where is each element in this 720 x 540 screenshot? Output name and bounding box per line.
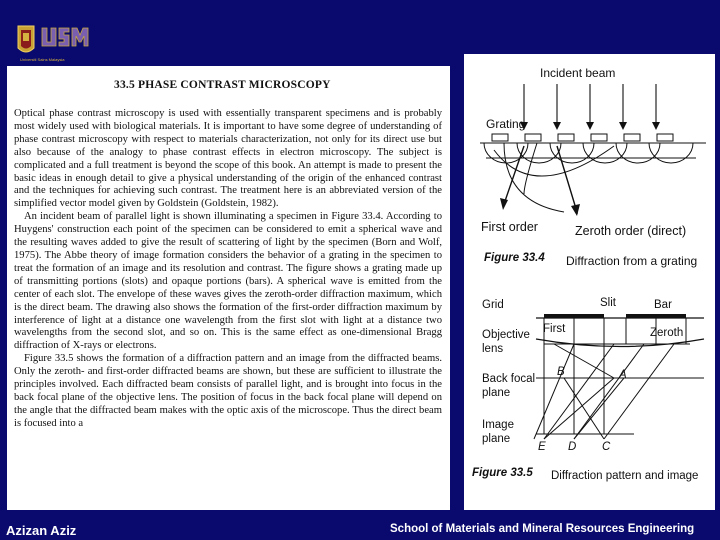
point-b-label: B: [557, 366, 565, 378]
university-crest-icon: [18, 26, 34, 52]
diffracted-beams: [504, 146, 577, 214]
grid-bar: [626, 314, 686, 318]
first-order-label: First order: [481, 220, 538, 234]
bar-label: Bar: [654, 299, 672, 311]
figure-panel: [464, 54, 715, 510]
book-page: [7, 66, 450, 510]
zeroth-order-arrowhead: [571, 204, 580, 216]
paragraph: An incident beam of parallel light is shown illuminating a specimen in Figure 33.4. According to Huygens' construction each point of the specimen can be considered to emit a spherical wave and the resulting waves added to give the result of scattering of light by the specimen (Born and Wolf, 1975). The Abbe theory of image formation considers the behavior of a grating in the specimen to treat the formation of an image and its resolution and contrast. The figure shows a grating made up of transmitting portions (slots) and opaque portions (bars). A spherical wave is emitted from the center of each slot. The envelope of these waves gives the zeroth-order diffraction maximum, which is the direct beam. The drawing also shows the formation of the first-order diffraction maximum by interference of light at a distance one wavelength from the first slot with light at a distance two wavelengths from the second slot, and so on. This is the same effect as one-dimensional Bragg diffraction of X-rays or electrons.: [14, 211, 442, 352]
figures-svg: [464, 54, 715, 510]
incident-beam-label: Incident beam: [540, 66, 616, 80]
figure-33-4-caption-label: Figure 33.4: [484, 252, 545, 264]
figure-33-5-caption: Diffraction pattern and image: [551, 470, 699, 482]
body-text: [14, 108, 442, 431]
point-d-label: D: [568, 441, 577, 453]
figure-33-5: [472, 297, 704, 482]
image-plane-label-line2: plane: [482, 433, 511, 445]
huygens-wavelets: [484, 143, 696, 212]
point-c-label: C: [602, 441, 611, 453]
logo-tagline: Universiti Sains Malaysia: [20, 57, 65, 62]
first-order-arrowhead: [500, 198, 508, 210]
grating-label: Grating: [486, 117, 526, 131]
figure-33-5-caption-label: Figure 33.5: [472, 467, 533, 479]
back-focal-plane-label-line1: Back focal: [482, 373, 536, 385]
section-title: 33.5 PHASE CONTRAST MICROSCOPY: [114, 79, 331, 91]
objective-lens-curve: [536, 339, 704, 347]
incident-beam-arrows: [524, 84, 656, 128]
zeroth-order-label: Zeroth order (direct): [575, 224, 687, 238]
slit-label: Slit: [600, 297, 616, 309]
grating-bars: [492, 134, 673, 141]
usm-wordmark: [42, 28, 88, 46]
image-plane-label-line1: Image: [482, 419, 514, 431]
back-focal-plane-label-line2: plane: [482, 387, 511, 399]
zeroth-label: Zeroth: [650, 327, 684, 339]
grid-bar: [544, 314, 604, 318]
arrowheads: [520, 122, 660, 130]
institution-name: School of Materials and Mineral Resources Engineering: [390, 523, 695, 535]
author-name: Azizan Aziz: [6, 523, 77, 538]
figure-33-4-caption: Diffraction from a grating: [566, 254, 698, 268]
grid-label: Grid: [482, 299, 504, 311]
figure-33-4: [480, 66, 706, 268]
first-label: First: [543, 323, 566, 335]
objective-lens-label-line2: lens: [482, 343, 504, 355]
objective-lens-label-line1: Objective: [482, 329, 530, 341]
paragraph: Figure 33.5 shows the formation of a diffraction pattern and an image from the diffracted beams. Only the zeroth- and first-order diffracted beams are shown, but these are sufficient to illustrate the principles involved. Each diffracted beam consists of parallel light, and is brought into focus in the back focal plane of the objective lens. The position of focus in the back focal plane will depend on the angle that the diffracted beam makes with the optic axis of the microscope. Thus the direct beam is focused into a: [14, 353, 442, 429]
point-a-label: A: [619, 369, 627, 381]
point-e-label: E: [538, 441, 546, 453]
paragraph: Optical phase contrast microscopy is used with essentially transparent specimens and is probably most widely used with biological materials. It is important to have some degree of understanding of phase contrast microscopy with respect to materials characterization, not only for its direct use but also because of the analogy to phase contrast effects in electron microscopy. The subject is complicated and a full treatment is beyond the scope of this book. An attempt is made to present the basic ideas in enough detail to give a physical understanding of the origin of the enhanced contrast and the techniques for achieving such contrast. The treatment here is an abbreviated version of the simplified vector model given by Goldstein (Goldstein, 1982).: [14, 108, 442, 210]
